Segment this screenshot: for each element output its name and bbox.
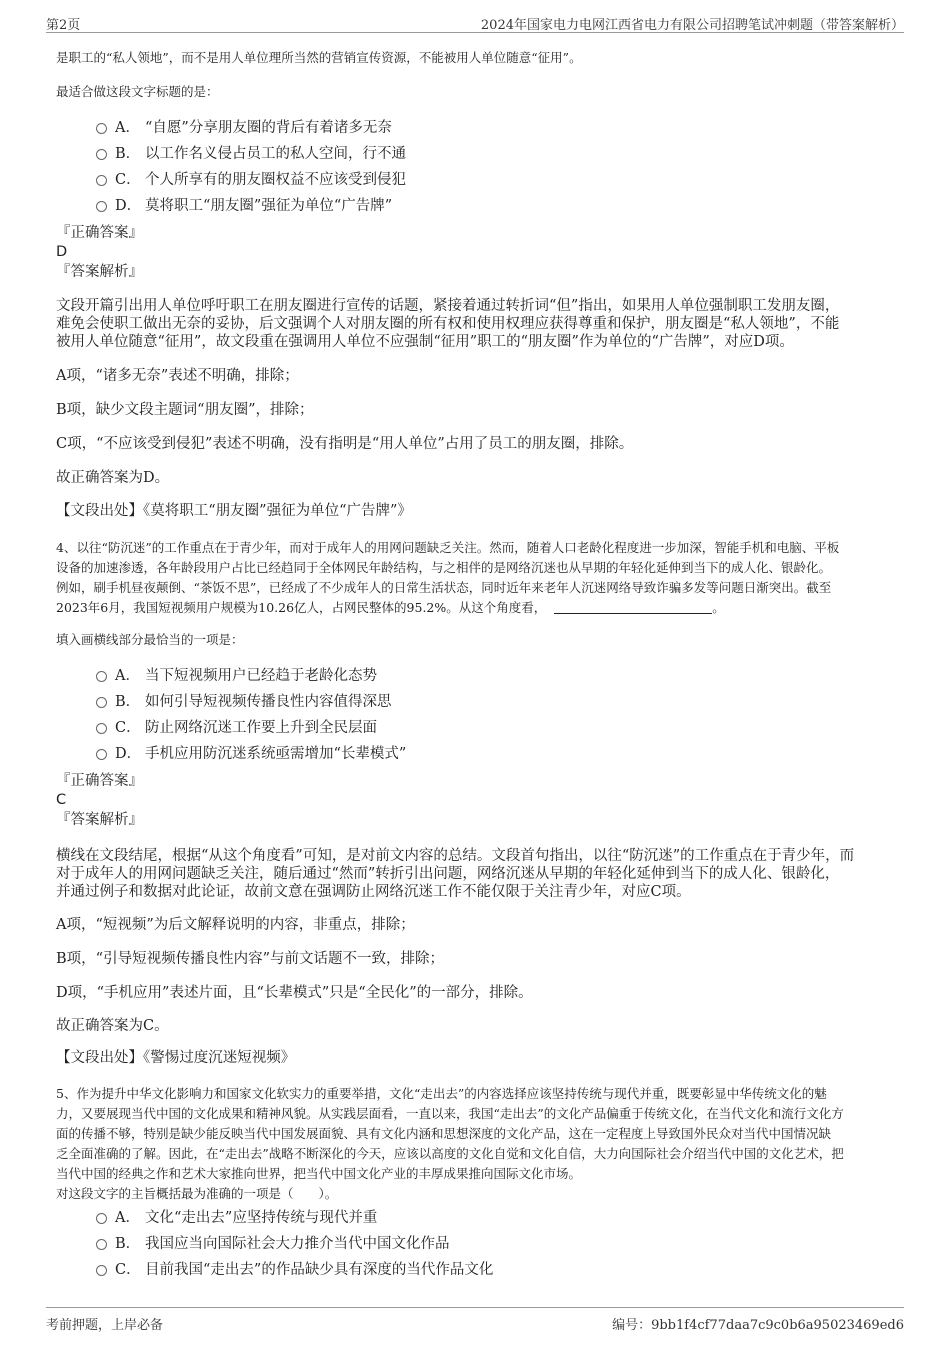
q3-analysis-line: 难免会使职工做出无奈的妥协，后文强调个人对朋友圈的所有权和使用权理应获得尊重和保护，朋友圈是“私人领地”，不能 xyxy=(56,316,840,332)
q4-option-b[interactable] xyxy=(96,692,392,712)
option-text: 莫将职工“朋友圈”强征为单位“广告牌” xyxy=(145,198,393,214)
radio-icon[interactable] xyxy=(96,175,107,186)
option-letter: A． xyxy=(115,668,140,684)
option-letter: B． xyxy=(115,146,141,162)
q4-prompt: 填入画横线部分最恰当的一项是： xyxy=(56,632,244,647)
q5-stem-line: 当代中国的经典之作和艺术大家推向世界，把当代中国文化产业的丰厚成果推向国际文化市场。 xyxy=(56,1166,582,1181)
page-header xyxy=(46,12,904,33)
option-text: 文化“走出去”应坚持传统与现代并重 xyxy=(145,1210,378,1226)
page-footer xyxy=(46,1307,904,1333)
option-text: 以工作名义侵占员工的私人空间，行不通 xyxy=(145,146,406,162)
q5-option-c[interactable] xyxy=(96,1260,493,1280)
q3-reason-c: C项，“不应该受到侵犯”表述不明确，没有指明是“用人单位”占用了员工的朋友圈，排除。 xyxy=(56,436,634,452)
q5-stem-line: 5、作为提升中华文化影响力和国家文化软实力的重要举措，文化“走出去”的内容选择应该坚持传统与现代并重，既要彰显中华传统文化的魅 xyxy=(56,1086,827,1101)
q4-reason-d: D项，“手机应用”表述片面，且“长辈模式”只是“全民化”的一部分，排除。 xyxy=(56,985,533,1001)
radio-icon[interactable] xyxy=(96,697,107,708)
q4-conclusion: 故正确答案为C。 xyxy=(56,1018,169,1034)
option-letter: A． xyxy=(115,1210,140,1226)
q4-reason-a: A项，“短视频”为后文解释说明的内容，非重点，排除； xyxy=(56,917,415,933)
radio-icon[interactable] xyxy=(96,201,107,212)
q4-reason-b: B项，“引导短视频传播良性内容”与前文话题不一致，排除； xyxy=(56,951,444,967)
q3-analysis-line: 文段开篇引出用人单位呼吁职工在朋友圈进行宣传的话题，紧接着通过转折词“但”指出，如果用人单位强制职工发朋友圈， xyxy=(56,298,840,314)
q4-option-c[interactable] xyxy=(96,718,377,738)
q4-answer: C xyxy=(56,792,67,808)
document-title: 2024年国家电力电网江西省电力有限公司招聘笔试冲刺题（带答案解析） xyxy=(480,18,904,33)
q4-stem-line: 4、以往“防沉迷”的工作重点在于青少年，而对于成年人的用网问题缺乏关注。然而，随着人口老龄化程度进一步加深，智能手机和电脑、平板 xyxy=(56,540,840,555)
q4-stem-end: 。 xyxy=(712,600,725,615)
q4-stem-text: 2023年6月，我国短视频用户规模为10.26亿人，占网民整体的95.2%。从这个角度看， xyxy=(56,600,547,615)
option-text: 手机应用防沉迷系统亟需增加“长辈模式” xyxy=(145,746,407,762)
q4-analysis-line: 横线在文段结尾，根据“从这个角度看”可知，是对前文内容的总结。文段首句指出，以往“防沉迷”的工作重点在于青少年，而 xyxy=(56,848,855,864)
document-serial: 编号：9bb1f4cf77daa7c9c0b6a95023469ed6 xyxy=(612,1318,904,1333)
option-text: “自愿”分享朋友圈的背后有着诸多无奈 xyxy=(145,120,392,136)
q4-option-a[interactable] xyxy=(96,666,377,686)
q5-stem-line: 力，又要展现当代中国的文化成果和精神风貌。从实践层面看，一直以来，我国“走出去”的文化产品偏重于传统文化，在当代文化和流行文化方 xyxy=(56,1106,844,1121)
option-text: 防止网络沉迷工作要上升到全民层面 xyxy=(145,720,377,736)
q4-stem-last-line xyxy=(56,598,896,618)
q5-option-a[interactable] xyxy=(96,1208,377,1228)
option-text: 我国应当向国际社会大力推介当代中国文化作品 xyxy=(145,1236,450,1252)
q3-answer-label: 『正确答案』 xyxy=(56,225,143,241)
radio-icon[interactable] xyxy=(96,1213,107,1224)
q3-option-b[interactable] xyxy=(96,144,406,164)
q3-intro: 是职工的“私人领地”，而不是用人单位理所当然的营销宣传资源，不能被用人单位随意“征用”。 xyxy=(56,50,582,65)
radio-icon[interactable] xyxy=(96,749,107,760)
q4-analysis-label: 『答案解析』 xyxy=(56,812,143,828)
option-letter: D． xyxy=(115,746,142,762)
q3-analysis-label: 『答案解析』 xyxy=(56,264,143,280)
q3-reason-b: B项，缺少文段主题词“朋友圈”，排除； xyxy=(56,402,314,418)
page-number: 第2页 xyxy=(46,18,81,33)
q4-answer-label: 『正确答案』 xyxy=(56,773,143,789)
q4-option-d[interactable] xyxy=(96,744,406,764)
q3-conclusion: 故正确答案为D。 xyxy=(56,470,170,486)
q3-prompt: 最适合做这段文字标题的是： xyxy=(56,84,219,99)
q3-analysis-line: 被用人单位随意“征用”，故文段重在强调用人单位不应强制“征用”职工的“朋友圈”作为单位的“广告牌”，对应D项。 xyxy=(56,334,794,350)
q3-reason-a: A项，“诸多无奈”表述不明确，排除； xyxy=(56,368,299,384)
option-text: 如何引导短视频传播良性内容值得深思 xyxy=(145,694,392,710)
q3-answer: D xyxy=(56,244,68,260)
option-letter: C． xyxy=(115,1262,141,1278)
option-letter: D． xyxy=(115,198,142,214)
q4-source: 【文段出处】《警惕过度沉迷短视频》 xyxy=(56,1050,296,1066)
q3-option-d[interactable] xyxy=(96,196,392,216)
q5-prompt: 对这段文字的主旨概括最为准确的一项是（ ）。 xyxy=(56,1186,338,1201)
option-letter: B． xyxy=(115,694,141,710)
option-letter: C． xyxy=(115,720,141,736)
option-text: 目前我国“走出去”的作品缺少具有深度的当代作品文化 xyxy=(145,1262,494,1278)
footer-slogan: 考前押题，上岸必备 xyxy=(46,1318,164,1333)
option-text: 个人所享有的朋友圈权益不应该受到侵犯 xyxy=(145,172,406,188)
radio-icon[interactable] xyxy=(96,723,107,734)
radio-icon[interactable] xyxy=(96,1239,107,1250)
option-letter: A． xyxy=(115,120,140,136)
q3-option-a[interactable] xyxy=(96,118,392,138)
radio-icon[interactable] xyxy=(96,123,107,134)
q3-source: 【文段出处】《莫将职工“朋友圈”强征为单位“广告牌”》 xyxy=(56,503,412,519)
radio-icon[interactable] xyxy=(96,149,107,160)
q4-analysis-line: 并通过例子和数据对此论证，故前文意在强调防止网络沉迷工作不能仅限于关注青少年，对应C项。 xyxy=(56,884,691,900)
option-letter: B． xyxy=(115,1236,141,1252)
option-text: 当下短视频用户已经趋于老龄化态势 xyxy=(145,668,377,684)
q3-option-c[interactable] xyxy=(96,170,406,190)
radio-icon[interactable] xyxy=(96,671,107,682)
q4-analysis-line: 对于成年人的用网问题缺乏关注，随后通过“然而”转折引出问题，网络沉迷从早期的年轻化延伸到当下的成人化、银龄化， xyxy=(56,866,840,882)
q5-stem-line: 面的传播不够，特别是缺少能反映当代中国发展面貌、具有文化内涵和思想深度的文化产品，这在一定程度上导致国外民众对当代中国情况缺 xyxy=(56,1126,832,1141)
option-letter: C． xyxy=(115,172,141,188)
q4-stem-line: 设备的加速渗透，各年龄段用户占比已经趋同于全体网民年龄结构，与之相伴的是网络沉迷也从早期的年轻化延伸到当下的成人化、银龄化。 xyxy=(56,560,832,575)
q4-stem-line: 例如，刷手机昼夜颠倒、“茶饭不思”，已经成了不少成年人的日常生活状态，同时近年来老年人沉迷网络导致诈骗多发等问题日渐突出。截至 xyxy=(56,580,832,595)
q5-stem-line: 乏全面准确的了解。因此，在“走出去”战略不断深化的今天，应该以高度的文化自觉和文化自信，大力向国际社会介绍当代中国的文化艺术，把 xyxy=(56,1146,844,1161)
q5-option-b[interactable] xyxy=(96,1234,450,1254)
fill-blank xyxy=(554,601,712,614)
radio-icon[interactable] xyxy=(96,1265,107,1276)
